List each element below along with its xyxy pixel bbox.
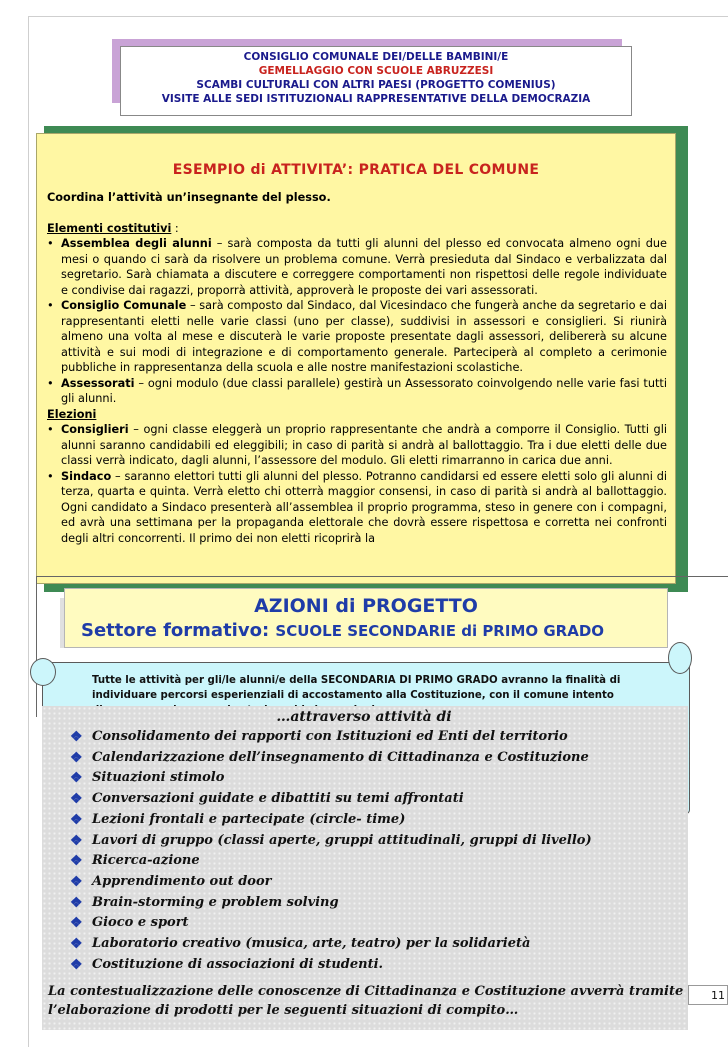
coordina-line: Coordina l’attività un’insegnante del plesso. — [47, 191, 331, 204]
diamond-bullet-icon: ❖ — [70, 811, 83, 828]
scroll-curl-left — [30, 658, 56, 686]
diamond-bullet-icon: ❖ — [70, 770, 83, 787]
list-item: ❖ Gioco e sport — [70, 913, 592, 934]
list-item: ❖ Conversazioni guidate e dibattiti su temi affrontati — [70, 789, 592, 810]
scroll-curl-right — [668, 642, 692, 674]
diamond-bullet-icon: ❖ — [70, 853, 83, 870]
item-head: Consiglio Comunale — [61, 299, 187, 312]
list-item — [47, 422, 667, 469]
activities-list — [70, 727, 592, 975]
elementi-colon: : — [171, 221, 179, 235]
diamond-bullet-icon: ❖ — [70, 749, 83, 766]
activity-title: ESEMPIO di ATTIVITA’: PRATICA DEL COMUNE — [172, 162, 540, 178]
diamond-bullet-icon: ❖ — [70, 915, 83, 932]
list-item: ❖ Consolidamento dei rapporti con Istituzioni ed Enti del territorio — [70, 727, 592, 748]
item-head: Assemblea degli alunni — [61, 237, 212, 250]
list-item: ❖ Costituzione di associazioni di studenti. — [70, 955, 592, 976]
list-item: ❖ Laboratorio creativo (musica, arte, teatro) per la solidarietà — [70, 934, 592, 955]
item-head: Sindaco — [61, 469, 112, 483]
diamond-bullet-icon: ❖ — [70, 873, 83, 890]
azioni-subtitle — [81, 620, 604, 641]
item-text: – ogni classe eleggerà un proprio rappresentante che andrà a comporre il Consiglio. Tutti gli alunni saranno candidabili ed eleggibili; in caso di parità si andrà al ballottaggio. Tra i due eletti delle due classi verrà indicato, dagli alunni, l’assessore del modulo. Gli eletti rimarranno in carica due anni. — [61, 423, 667, 467]
activities-heading: …attraverso attività di — [276, 709, 452, 725]
header-box — [120, 46, 632, 116]
list-item — [47, 236, 667, 298]
conclusion-line-1: La contestualizzazione delle conoscenze di Cittadinanza e Costituzione avverrà tramite — [48, 984, 684, 999]
list-item: ❖ Ricerca-azione — [70, 851, 592, 872]
azioni-subtitle-a: Settore formativo: — [81, 620, 276, 641]
azioni-box — [64, 588, 668, 648]
list-item — [47, 376, 667, 407]
elezioni-label: Elezioni — [47, 407, 97, 421]
conclusion-line-2: l’elaborazione di prodotti per le seguenti situazioni di compito… — [48, 1003, 519, 1018]
list-item — [47, 298, 667, 376]
diamond-bullet-icon: ❖ — [70, 832, 83, 849]
list-item: ❖ Situazioni stimolo — [70, 768, 592, 789]
page-number: 11 — [688, 985, 728, 1005]
scroll-text: Tutte le attività per gli/le alunni/e della SECONDARIA DI PRIMO GRADO avranno la finalità di individuare percorsi esperienziali di accostamento alla Costituzione, con il comune intento — [92, 675, 621, 701]
diamond-bullet-icon: ❖ — [70, 894, 83, 911]
diamond-bullet-icon: ❖ — [70, 729, 83, 745]
diamond-bullet-icon: ❖ — [70, 956, 83, 973]
activity-text — [47, 190, 667, 546]
header-line-1: CONSIGLIO COMUNALE DEI/DELLE BAMBINI/E — [243, 51, 509, 63]
elementi-label: Elementi costitutivi — [47, 221, 172, 235]
list-item: ❖ Apprendimento out door — [70, 872, 592, 893]
item-text: – saranno elettori tutti gli alunni del plesso. Potranno candidarsi ed essere eletti solo gli alunni di terza, quarta e quinta. Verrà eletto chi otterrà maggior consensi, in caso di parità si andrà al ballottaggio. Ogni candidato a Sindaco presenterà all’assemblea il proprio programma, steso in genere con i compagni, ed avrà una settimana per la propaganda elettorale che dovrà essere rispettosa e corretta nei confronti degli altri concorrenti. Il primo dei non eletti ricoprirà la — [61, 469, 667, 545]
azioni-title: AZIONI di PROGETTO — [254, 595, 478, 617]
header-line-2: GEMELLAGGIO CON SCUOLE ABRUZZESI — [258, 65, 494, 77]
item-head: Assessorati — [61, 376, 135, 390]
header-line-3: SCAMBI CULTURALI CON ALTRI PAESI (PROGETTO COMENIUS) — [196, 79, 556, 91]
header-line-4: VISITE ALLE SEDI ISTITUZIONALI RAPPRESENTATIVE DELLA DEMOCRAZIA — [161, 93, 591, 105]
item-text: – sarà composto dal Sindaco, dal Vicesindaco che fungerà anche da segretario e dai rappresentanti eletti nelle varie classi (uno per classe), suddivisi in assessori e consiglieri. Si riunirà almeno una volta al mese e discuterà le varie proposte presentate dagli assessori, delibererà su alcune attività e sui modi di integrazione e di comportamento generale. Parteciperà al completo a cerimonie pubbliche in rappresentanza della scuola e alle nostre manifestazioni scolastiche. — [61, 299, 667, 374]
list-item: ❖ Lavori di gruppo (classi aperte, gruppi attitudinali, gruppi di livello) — [70, 831, 592, 852]
list-item — [47, 469, 667, 547]
azioni-subtitle-b: SCUOLE SECONDARIE di PRIMO GRADO — [275, 622, 605, 640]
item-text: – ogni modulo (due classi parallele) gestirà un Assessorato coinvolgendo nelle varie fasi tutti gli alunni. — [61, 376, 667, 405]
list-item: ❖ Brain-storming e problem solving — [70, 893, 592, 914]
activity-box — [36, 133, 676, 584]
diamond-bullet-icon: ❖ — [70, 936, 83, 953]
item-text: – sarà composta da tutti gli alunni del plesso ed convocata almeno ogni due mesi o quando ci sarà da risolvere un problema comune. Verrà presieduta dal Sindaco e verbalizzata dal segretario. Sarà chiamata a discutere e correggere comportamenti non rispettosi delle regole individuate e condivise dai ragazzi, proporrà attività, approverà le proposte dei vari assessorati. — [61, 237, 667, 297]
diamond-bullet-icon: ❖ — [70, 791, 83, 808]
list-item: ❖ Lezioni frontali e partecipate (circle- time) — [70, 810, 592, 831]
item-head: Consiglieri — [61, 423, 129, 436]
list-item: ❖ Calendarizzazione dell’insegnamento di Cittadinanza e Costituzione — [70, 748, 592, 769]
